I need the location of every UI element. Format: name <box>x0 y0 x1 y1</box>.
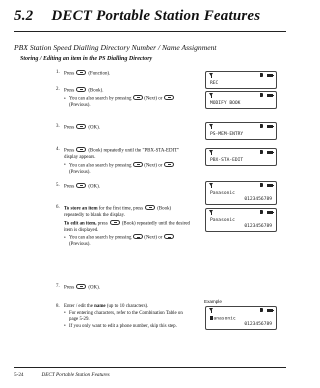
lcd-line: Panasonic <box>210 191 235 196</box>
procedure-title: Storing / Editing an item in the PS Dialling Directory <box>20 56 153 62</box>
lcd-line: Panasonic <box>210 218 235 223</box>
step-number: 4. <box>56 147 60 152</box>
lcd-display <box>205 306 277 330</box>
step-bullet: • You can also search by pressing (Next) or (Previous). <box>64 95 192 110</box>
footer-rule <box>14 367 286 368</box>
ok-key-icon <box>76 124 86 129</box>
section-number: 5.2 <box>14 8 34 24</box>
battery-icon <box>267 211 273 214</box>
step-7: 7. Press (OK). <box>56 284 100 291</box>
step-number: 1. <box>56 70 60 75</box>
step-number: 6. <box>56 205 60 210</box>
speaker-icon <box>260 183 263 187</box>
step-number: 3. <box>56 124 60 129</box>
step-bullet: • You can also search by pressing (Next) or (Previous). <box>64 162 192 177</box>
previous-key-icon <box>164 234 174 239</box>
battery-icon <box>267 74 273 77</box>
battery-icon <box>267 151 273 154</box>
battery-icon <box>267 94 273 97</box>
step-number: 7. <box>56 284 60 289</box>
lcd-line: 0123456789 <box>244 224 272 229</box>
step-6: 6. To store an item for the first time, press (Book) repeatedly to blank the display. To edit an item, press (Book) repeatedly until the desired item is displayed. • You can also search by pressing (Next) or (Previous). <box>64 205 192 249</box>
step-bullet: • If you only want to edit a phone number, skip this step. <box>64 324 192 331</box>
lcd-line: MODIFY BOOK <box>210 101 241 106</box>
antenna-icon <box>209 93 213 96</box>
lcd-display <box>205 122 277 140</box>
battery-icon <box>267 309 273 312</box>
speaker-icon <box>260 124 263 128</box>
book-key-icon <box>110 220 120 225</box>
speaker-icon <box>260 210 263 214</box>
lcd-line: PBX-STA-EDIT <box>210 158 244 163</box>
next-key-icon <box>133 162 143 167</box>
lcd-line: REC <box>210 81 219 86</box>
footer-title: DECT Portable Station Features <box>41 372 110 378</box>
book-key-icon <box>76 147 86 152</box>
lcd-line: PS-MEM-ENTRY <box>210 132 244 137</box>
step-3: 3. Press (OK). <box>56 124 100 131</box>
section-title: DECT Portable Station Features <box>51 8 261 24</box>
page-number: 5-24 <box>14 372 24 378</box>
antenna-icon <box>209 124 213 127</box>
next-key-icon <box>133 95 143 100</box>
step-bullet: • You can also search by pressing (Next) or (Previous). <box>64 234 192 249</box>
speaker-icon <box>260 308 263 312</box>
previous-key-icon <box>164 95 174 100</box>
step-1: 1. Press (Function). <box>56 70 111 77</box>
step-2: 2. Press (Book). • You can also search by pressing (Next) or (Previous). <box>64 87 192 110</box>
battery-icon <box>267 184 273 187</box>
speaker-icon <box>260 150 263 154</box>
step-4: 4. Press (Book) repeatedly until the "PBX-STA-EDIT" display appears. • You can also search by pressing (Next) or (Previous). <box>64 147 192 176</box>
lcd-display <box>205 91 277 109</box>
step-number: 2. <box>56 87 60 92</box>
speaker-icon <box>260 73 263 77</box>
header-rule <box>14 31 286 32</box>
example-label: Example <box>204 299 222 304</box>
lcd-display <box>205 148 277 166</box>
battery-icon <box>267 125 273 128</box>
ok-key-icon <box>76 284 86 289</box>
antenna-icon <box>209 210 213 213</box>
book-key-icon <box>145 205 155 210</box>
book-key-icon <box>76 87 86 92</box>
lcd-line: anasonic <box>210 316 236 322</box>
page-header <box>14 8 286 25</box>
antenna-icon <box>209 183 213 186</box>
lcd-line: 0123456789 <box>244 322 272 327</box>
step-5: 5. Press (OK). <box>56 183 100 190</box>
lcd-display <box>205 181 277 205</box>
page-footer <box>14 372 110 378</box>
subsection-title: PBX Station Speed Dialling Directory Number / Name Assignment <box>14 43 217 52</box>
antenna-icon <box>209 150 213 153</box>
section-heading <box>14 8 286 25</box>
previous-key-icon <box>164 162 174 167</box>
antenna-icon <box>209 73 213 76</box>
step-8: 8. Enter / edit the name (up to 10 characters). • For entering characters, refer to the Combination Table on page 5-29. • If you only want to edit a phone number, skip this step. <box>64 304 192 330</box>
speaker-icon <box>260 93 263 97</box>
step-number: 8. <box>56 304 60 309</box>
lcd-display <box>205 71 277 89</box>
step-number: 5. <box>56 183 60 188</box>
lcd-line: 0123456789 <box>244 197 272 202</box>
lcd-display <box>205 208 277 232</box>
antenna-icon <box>209 308 213 311</box>
step-bullet: • For entering characters, refer to the Combination Table on page 5-29. <box>64 311 192 324</box>
next-key-icon <box>133 234 143 239</box>
function-key-icon <box>76 70 86 75</box>
ok-key-icon <box>76 183 86 188</box>
